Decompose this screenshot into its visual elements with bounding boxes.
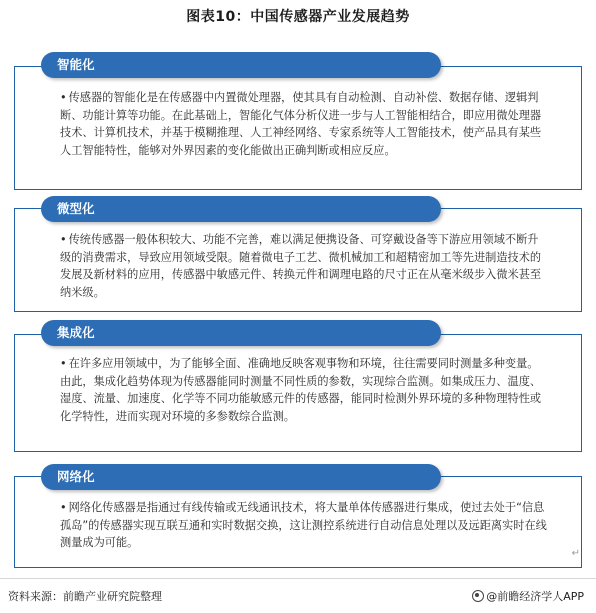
- bullet-icon: •: [60, 233, 67, 246]
- section-body: 传感器的智能化是在传感器中内置微处理器，使其具有自动检测、自动补偿、数据存储、逻辑判断、功能计算等功能。在此基础上，智能化气体分析仪进一步与人工智能相结合，即应用微处理器技术、计算机技术，并基于模糊推理、人工神经网络、专家系统等人工智能技术，使产品具有某些人工智能特性，能够对外界因素的变化能做出正确判断或相应反应。: [60, 91, 542, 157]
- section-body: 传统传感器一般体积较大、功能不完善，难以满足便携设备、可穿戴设备等下游应用领域不断升级的消费需求，导致应用领域受限。随着微电子工艺、微机械加工和超精密加工等先进制造技术的发展及新材料的应用，传感器中敏感元件、转换元件和调理电路的尺寸正在从毫米级步入微米甚至纳米级。: [60, 233, 542, 299]
- section-text: [60, 355, 548, 425]
- section-label: 网络化: [57, 469, 95, 484]
- section-label: 集成化: [57, 325, 95, 340]
- bullet-icon: •: [60, 501, 67, 514]
- section-body: 网络化传感器是指通过有线传输或无线通讯技术，将大量单体传感器进行集成，使过去处于“信息孤岛”的传感器实现互联互通和实时数据交换，这让测控系统进行自动信息处理以及远距离实时在线测量成为可能。: [60, 501, 547, 549]
- section-tab: [41, 52, 441, 78]
- section-text: [60, 231, 548, 301]
- section-label: 微型化: [57, 201, 95, 216]
- bullet-icon: •: [60, 357, 67, 370]
- section-tab: [41, 320, 441, 346]
- section-label: 智能化: [57, 57, 95, 72]
- bullet-icon: •: [60, 91, 67, 104]
- brand-text: @前瞻经济学人APP: [486, 590, 584, 603]
- return-mark: ↵: [571, 548, 580, 559]
- footer: [0, 578, 596, 613]
- brand-logo-icon: [472, 590, 484, 602]
- brand-attribution: [472, 588, 584, 604]
- section-tab: [41, 464, 441, 490]
- source-note: 资料来源：前瞻产业研究院整理: [8, 590, 162, 603]
- section-body: 在许多应用领域中，为了能够全面、准确地反映客观事物和环境，往往需要同时测量多种变量。由此，集成化趋势体现为传感器能同时测量不同性质的参数，实现综合监测。如集成压力、温度、湿度、流量、加速度、化学等不同功能敏感元件的传感器，能同时检测外界环境的多种物理特性或化学特性，进而实现对环境的多参数综合监测。: [60, 357, 542, 423]
- page-title: 图表10：中国传感器产业发展趋势: [186, 9, 410, 25]
- section-tab: [41, 196, 441, 222]
- section-text: [60, 499, 548, 552]
- section-text: [60, 89, 548, 159]
